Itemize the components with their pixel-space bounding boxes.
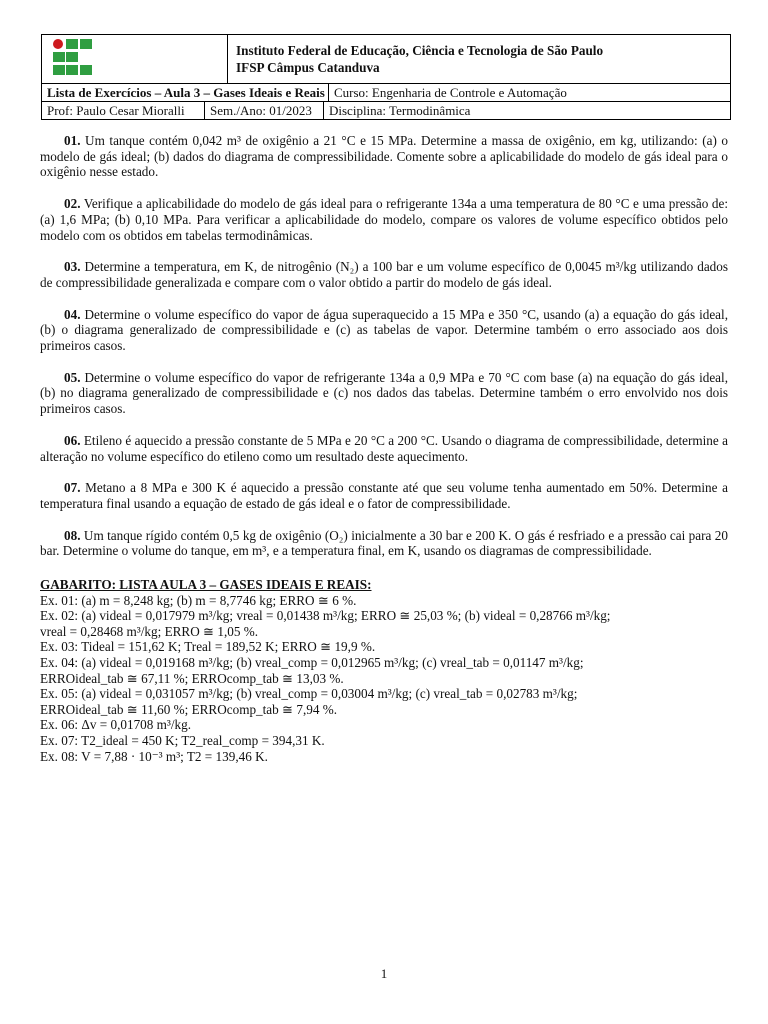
logo-cell xyxy=(42,35,228,83)
answer-line: Ex. 04: (a) videal = 0,019168 m³/kg; (b) vreal_comp = 0,012965 m³/kg; (c) vreal_tab = 0,01147 m³/kg; xyxy=(40,654,584,670)
exercise-text: Determine a temperatura, em K, de nitrogênio (N₂) a 100 bar e um volume específico de 0,0045 m³/kg utilizando dados de compressibilidade generalizada e compare com o valor obtido a partir do modelo de gás ideal. xyxy=(40,259,728,290)
answer-key xyxy=(40,577,730,764)
professor-name: Prof: Paulo Cesar Mioralli xyxy=(42,102,205,119)
exercise-number: 03. xyxy=(64,259,81,275)
answer-line: Ex. 03: Tideal = 151,62 K; Treal = 189,52 K; ERRO ≅ 19,9 %. xyxy=(40,639,376,655)
answer-key-title: GABARITO: LISTA AULA 3 – GASES IDEAIS E REAIS: xyxy=(40,577,372,592)
header-table xyxy=(41,34,731,120)
exercise-number: 04. xyxy=(64,306,81,322)
exercise-item xyxy=(40,259,728,290)
discipline: Disciplina: Termodinâmica xyxy=(329,103,471,118)
exercise-text: Etileno é aquecido a pressão constante de 5 MPa e 20 °C a 200 °C. Usando o diagrama de compressibilidade, determine a alteração no volume específico do etileno como um resultado deste aquecimento. xyxy=(40,432,728,464)
exercise-number: 07. xyxy=(64,480,81,496)
exercise-item xyxy=(40,480,728,511)
exercise-text: Um tanque rígido contém 0,5 kg de oxigênio (O₂) inicialmente a 30 bar e 200 K. O gás é resfriado e a pressão cai para 20 bar. Determine o volume do tanque, em m³, e a temperatura final, em K, usando os diagramas de compressibilidade. xyxy=(40,527,728,559)
exercise-item xyxy=(40,370,728,417)
exercise-item xyxy=(40,528,728,559)
answer-line: Ex. 05: (a) videal = 0,031057 m³/kg; (b) vreal_comp = 0,03004 m³/kg; (c) vreal_tab = 0,02783 m³/kg; xyxy=(40,686,578,702)
answer-line: ERROideal_tab ≅ 11,60 %; ERROcomp_tab ≅ 7,94 %. xyxy=(40,701,338,717)
exercise-text: Determine o volume específico do vapor de água superaquecido a 15 MPa e 350 °C, usando (a) a equação do gás ideal, (b) o diagrama generalizado de compressibilidade e (c) as tabelas de vapor. Determine também o erro associado aos dois primeiros casos. xyxy=(40,306,728,354)
answer-line: Ex. 08: V = 7,88 · 10⁻³ m³; T2 = 139,46 K. xyxy=(40,748,268,764)
exercise-number: 01. xyxy=(64,133,81,148)
exercise-number: 05. xyxy=(64,369,81,385)
semester: Sem./Ano: 01/2023 xyxy=(205,102,324,119)
exercise-list xyxy=(40,133,728,575)
exercise-item xyxy=(40,196,728,243)
exercise-item xyxy=(40,307,728,354)
answer-line: vreal = 0,28468 m³/kg; ERRO ≅ 1,05 %. xyxy=(40,623,259,639)
answer-line: Ex. 01: (a) m = 8,248 kg; (b) m = 8,7746 kg; ERRO ≅ 6 %. xyxy=(40,592,357,608)
campus-name: IFSP Câmpus Catanduva xyxy=(236,60,380,75)
exercise-text: Um tanque contém 0,042 m³ de oxigênio a 21 °C e 15 MPa. Determine a massa de oxigênio, em kg, utilizando: (a) o modelo de gás ideal; (b) dados do diagrama de compressibilidade. Comente sobre a aplicabilidade do modelo de gás ideal para o oxigênio nesse estado. xyxy=(40,133,728,180)
exercise-text: Verifique a aplicabilidade do modelo de gás ideal para o refrigerante 134a a uma temperatura de 80 °C e uma pressão de: (a) 1,6 MPa; (b) 0,10 MPa. Para verificar a aplicabilidade do modelo, compare os valores de volume específico obtidos pelo modelo com os obtidos em tabelas termodinâmicas. xyxy=(40,196,728,243)
exercise-number: 06. xyxy=(64,432,81,448)
list-title: Lista de Exercícios – Aula 3 – Gases Ideais e Reais xyxy=(42,84,329,101)
exercise-item xyxy=(40,433,728,464)
exercise-text: Metano a 8 MPa e 300 K é aquecido a pressão constante até que seu volume tenha aumentado em 50%. Determine a temperatura final usando a equação de estado de gás ideal e o fator de compressibilidade. xyxy=(40,480,728,511)
exercise-item xyxy=(40,133,728,180)
exercise-text: Determine o volume específico do vapor de refrigerante 134a a 0,9 MPa e 70 °C com base (a) na equação do gás ideal, (b) no diagrama generalizado de compressibilidade e (c) nos dados das tabelas. Determine também o erro envolvido nos dois primeiros casos. xyxy=(40,369,728,417)
course-name: Curso: Engenharia de Controle e Automação xyxy=(334,85,567,100)
exercise-number: 08. xyxy=(64,527,81,543)
exercise-number: 02. xyxy=(64,196,81,212)
answer-line: Ex. 07: T2_ideal = 450 K; T2_real_comp = 394,31 K. xyxy=(40,732,325,748)
answer-line: Ex. 02: (a) videal = 0,017979 m³/kg; vreal = 0,01438 m³/kg; ERRO ≅ 25,03 %; (b) videal = 0,28766 m³/kg; xyxy=(40,608,611,624)
answer-line: ERROideal_tab ≅ 67,11 %; ERROcomp_tab ≅ 13,03 %. xyxy=(40,670,344,686)
page-number: 1 xyxy=(380,966,388,981)
answer-line: Ex. 06: Δv = 0,01708 m³/kg. xyxy=(40,717,192,733)
ifsp-logo xyxy=(52,38,94,80)
institution-name: Instituto Federal de Educação, Ciência e Tecnologia de São Paulo xyxy=(236,43,604,58)
